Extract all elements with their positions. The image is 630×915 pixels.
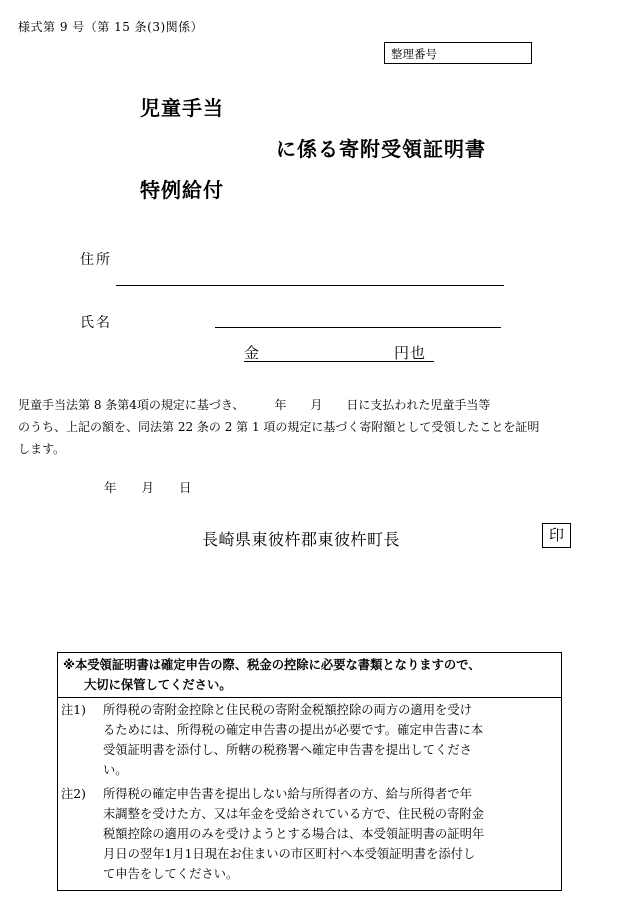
notice-warning-line-1: ※本受領証明書は確定申告の際、税金の控除に必要な書類となりますので、 bbox=[63, 658, 481, 672]
note-1-line: い。 bbox=[103, 763, 128, 777]
issuer-name: 長崎県東彼杵郡東彼杵町長 bbox=[202, 530, 401, 549]
note-2-line: 所得税の確定申告書を提出しない給与所得者の方、給与所得者で年 bbox=[103, 787, 472, 801]
title-line-1: 児童手当 bbox=[140, 96, 224, 120]
note-2-line: 税額控除の適用のみを受けようとする場合は、本受領証明書の証明年 bbox=[103, 827, 485, 841]
name-label: 氏名 bbox=[80, 315, 112, 331]
title-line-3: 特例給付 bbox=[140, 178, 224, 202]
serial-number-box bbox=[384, 42, 532, 64]
address-field-line[interactable] bbox=[116, 285, 504, 286]
note-1-label: 注1) bbox=[61, 703, 86, 717]
note-2-line: 末調整を受けた方、又は年金を受給されている方で、住民税の寄附金 bbox=[103, 807, 484, 821]
note-2-line: 月日の翌年1月1日現在お住まいの市区町村へ本受領証明書を添付し bbox=[103, 847, 476, 861]
serial-number-label: 整理番号 bbox=[391, 47, 437, 61]
amount-prefix: 金 bbox=[244, 344, 260, 362]
certification-text-line-2: のうち、上記の額を、同法第 22 条の 2 第 1 項の規定に基づく寄附額として受領したことを証明 bbox=[18, 420, 540, 434]
note-2-label: 注2) bbox=[61, 787, 86, 801]
note-1-line: 所得税の寄附金控除と住民税の寄附金税額控除の両方の適用を受け bbox=[103, 703, 472, 717]
title-line-2: に係る寄附受領証明書 bbox=[276, 137, 486, 161]
amount-field-line[interactable] bbox=[244, 361, 434, 362]
notice-warning bbox=[58, 653, 561, 698]
certification-text bbox=[18, 394, 613, 460]
note-2-line: て申告をしてください。 bbox=[103, 867, 239, 881]
seal-stamp-box: 印 bbox=[542, 523, 571, 548]
note-1-line: 受領証明書を添付し、所轄の税務署へ確定申告書を提出してくださ bbox=[103, 743, 472, 757]
name-field-line[interactable] bbox=[215, 327, 501, 328]
amount-suffix: 円也 bbox=[394, 344, 427, 362]
form-number: 様式第 9 号（第 15 条(3)関係） bbox=[18, 20, 204, 34]
note-1 bbox=[61, 700, 556, 780]
notice-box bbox=[57, 652, 562, 891]
notice-warning-line-2: 大切に保管してください。 bbox=[84, 678, 232, 692]
certification-text-line-1: 児童手当法第 8 条第4項の規定に基づき、 年 月 日に支払われた児童手当等 bbox=[18, 398, 491, 412]
note-2 bbox=[61, 784, 556, 884]
certification-text-line-3: します。 bbox=[18, 442, 66, 456]
address-label: 住所 bbox=[80, 252, 112, 268]
issue-date: 年 月 日 bbox=[104, 480, 192, 495]
note-1-line: るためには、所得税の確定申告書の提出が必要です。確定申告書に本 bbox=[103, 723, 484, 737]
